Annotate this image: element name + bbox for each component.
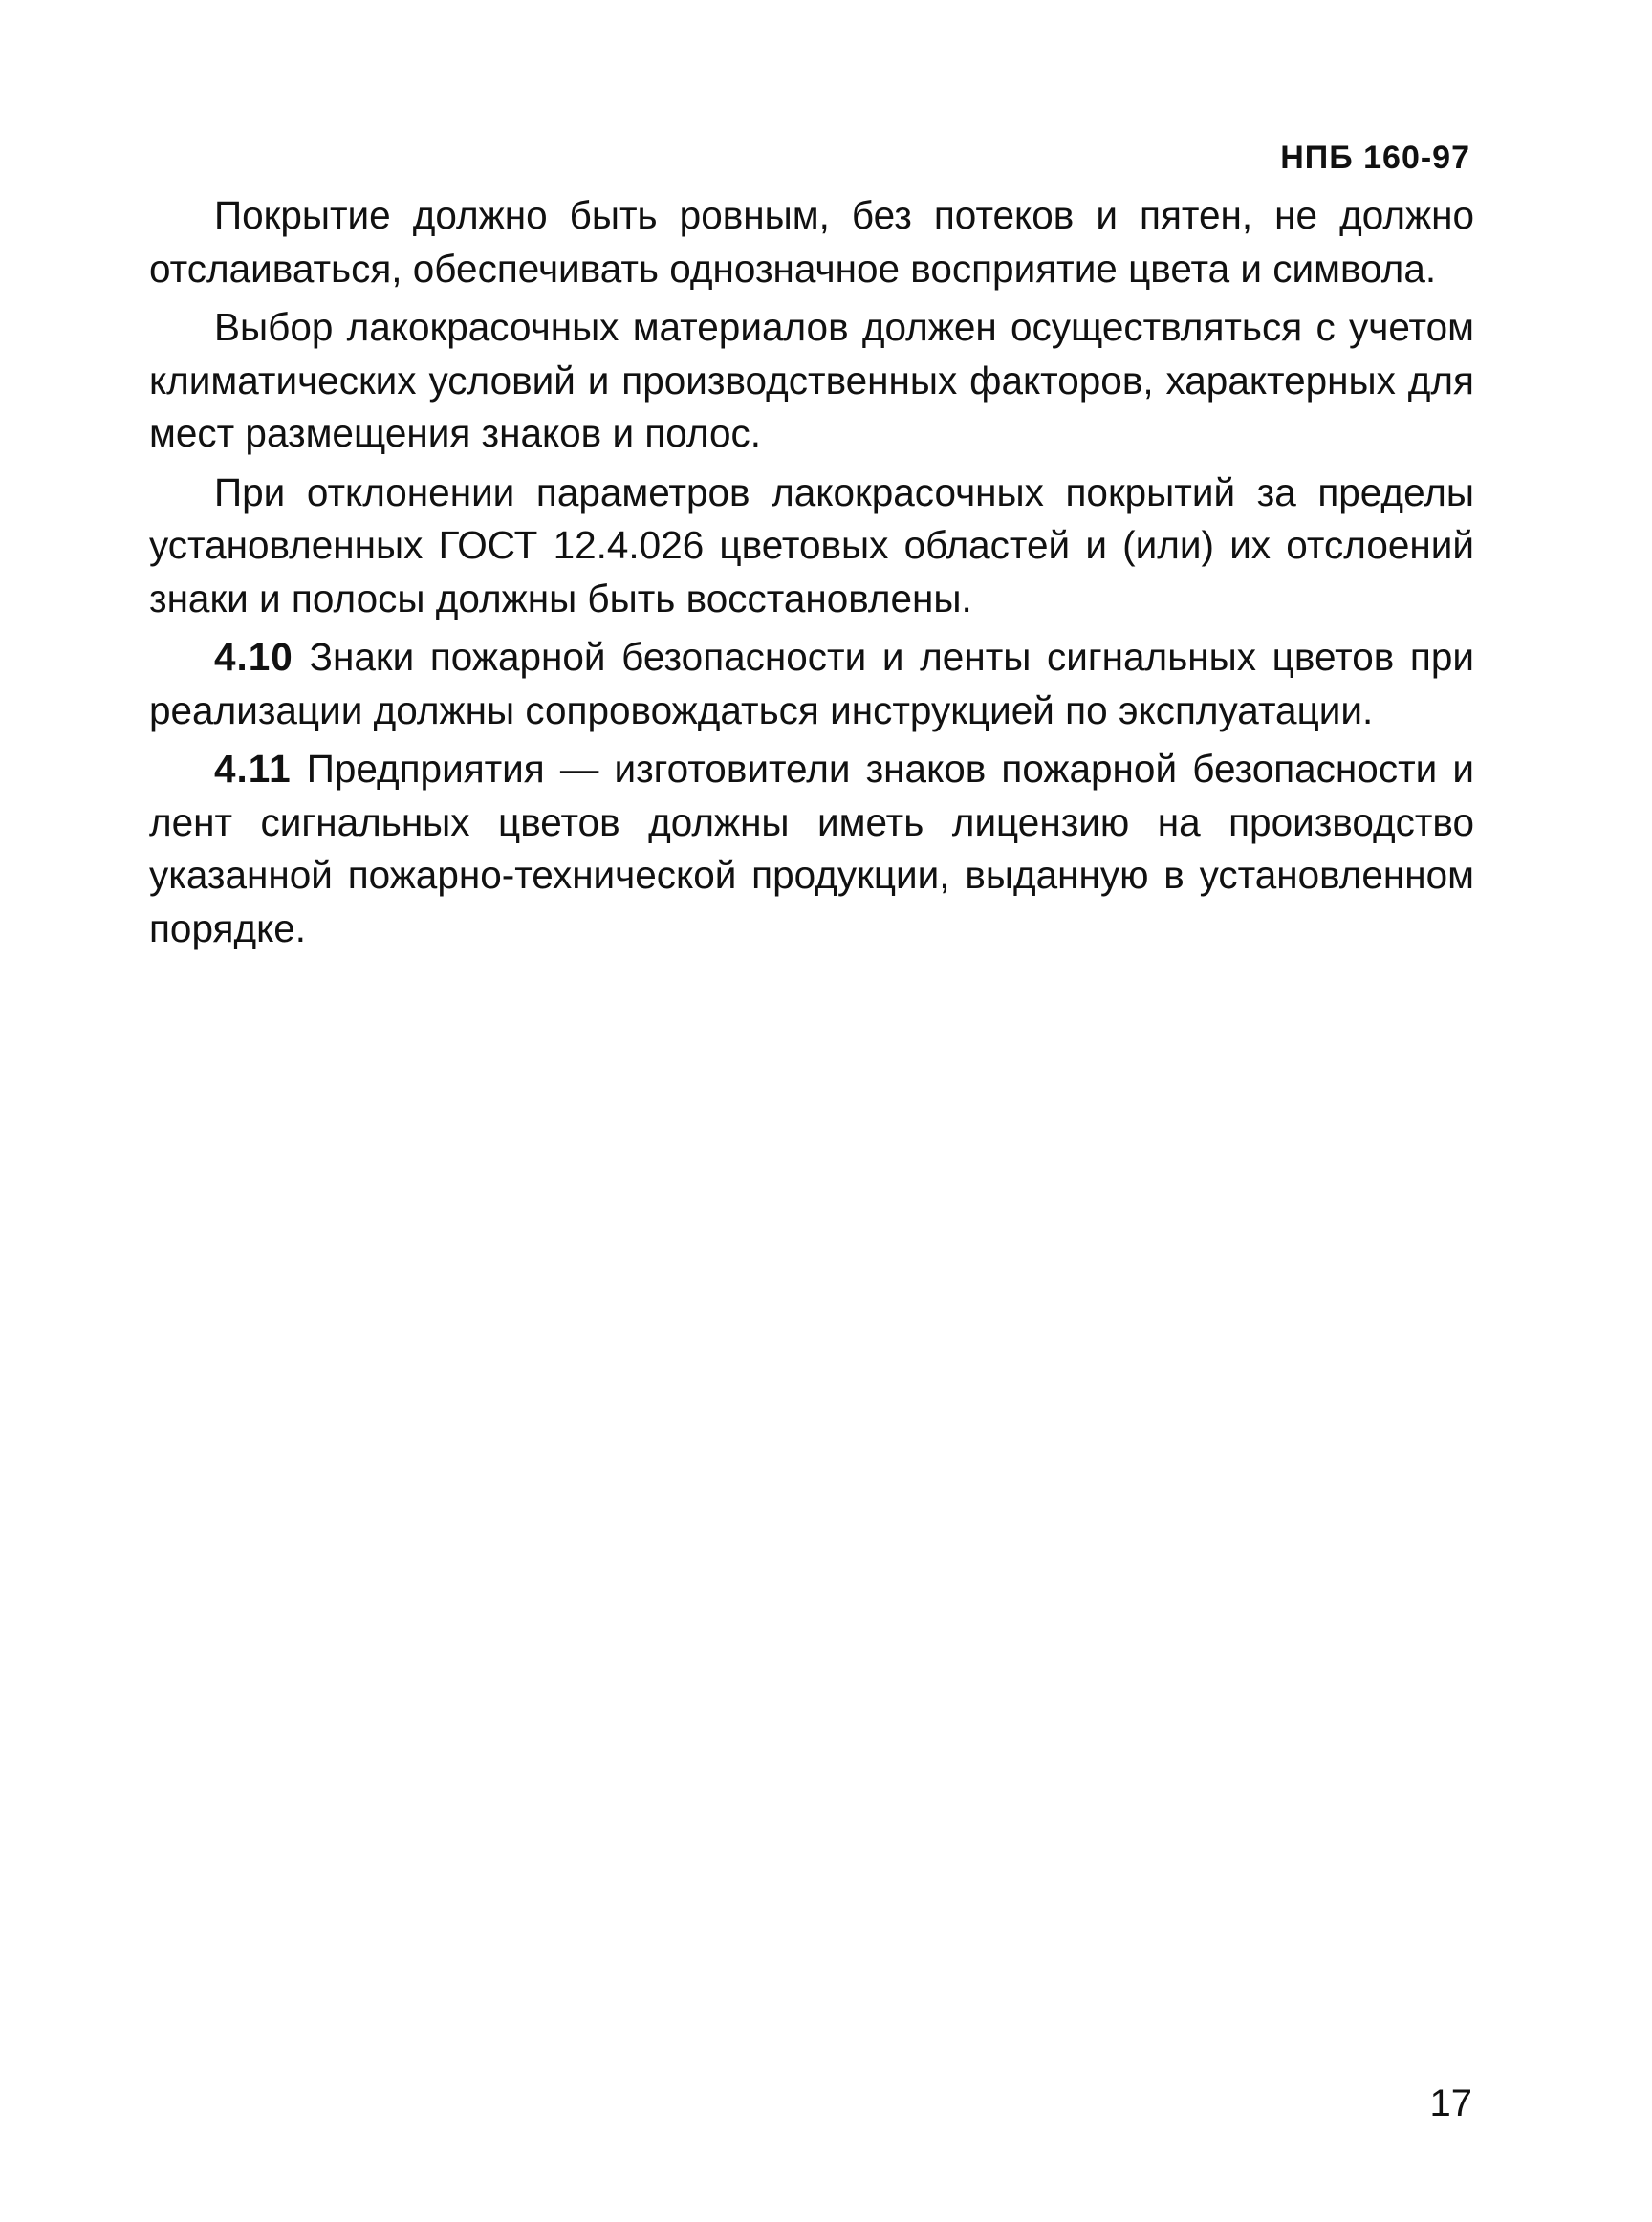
paragraph-text: Выбор лакокрасочных материалов должен осуществляться с учетом климатических условий и производственных факторов, характерных для мест размещения знаков и полос. xyxy=(149,305,1474,455)
clause-text: Знаки пожарной безопасности и ленты сигнальных цветов при реализации должны сопровождаться инструкцией по эксплуатации. xyxy=(149,635,1474,732)
clause-number: 4.11 xyxy=(214,747,292,791)
clause-text: Предприятия — изготовители знаков пожарной безопасности и лент сигнальных цветов должны иметь лицензию на производство указанной пожарно-технической продукции, выданную в установленном порядке. xyxy=(149,747,1474,950)
paragraph-materials xyxy=(149,301,1474,461)
clause-4-11 xyxy=(149,743,1474,955)
paragraph-coating xyxy=(149,189,1474,295)
clause-number: 4.10 xyxy=(214,635,293,679)
paragraph-deviation xyxy=(149,467,1474,626)
paragraph-text: При отклонении параметров лакокрасочных покрытий за пределы установленных ГОСТ 12.4.026 цветовых областей и (или) их отслоений знаки и полосы должны быть восстановлены. xyxy=(149,469,1474,621)
paragraph-text: Покрытие должно быть ровным, без потеков и пятен, не должно отслаиваться, обеспечивать однозначное восприятие цвета и символа. xyxy=(149,193,1474,291)
body-text xyxy=(149,189,1474,961)
page-number: 17 xyxy=(1429,2082,1472,2124)
document-code: НПБ 160-97 xyxy=(1280,140,1470,176)
clause-4-10 xyxy=(149,631,1474,737)
